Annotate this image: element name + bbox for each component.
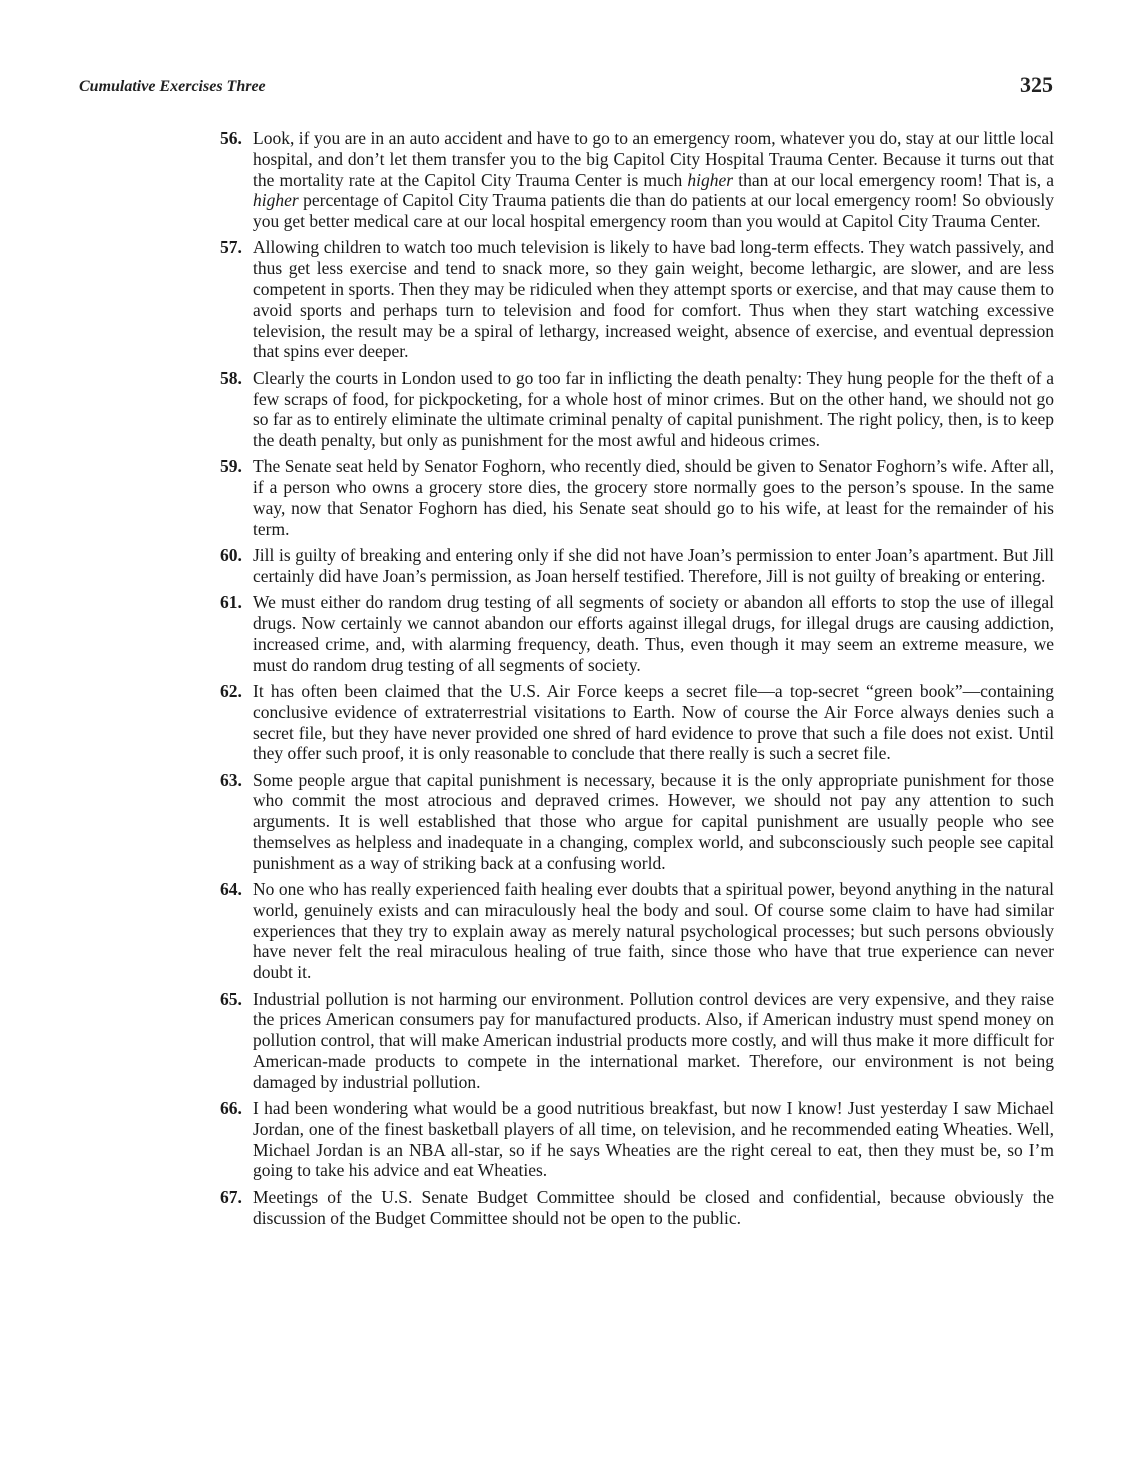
- exercise-text: The Senate seat held by Senator Foghorn, who recently died, should be given to Senator Foghorn’s wife. After all, if a person who owns a grocery store dies, the grocery store normally goes to the person’s spouse. In the same way, now that Senator Foghorn has died, his Senate seat should go to his wife, at least for the remainder of his term.: [253, 456, 1054, 539]
- exercise-text: No one who has really experienced faith healing ever doubts that a spiritual power, beyond anything in the natural world, genuinely exists and can miraculously heal the body and soul. Of course some claim to have had similar experiences that they try to explain away as merely natural psychological processes; but such persons obviously have never felt the real miraculous healing of true faith, since those who have that true experience can never doubt it.: [253, 879, 1054, 983]
- page-number: 325: [1020, 72, 1053, 97]
- exercise-item: [220, 592, 1054, 675]
- exercise-item: [220, 237, 1054, 362]
- exercise-number: 62.: [220, 680, 242, 701]
- exercise-number: 60.: [220, 545, 242, 566]
- exercise-item: [220, 456, 1054, 539]
- exercise-item: [220, 1187, 1054, 1229]
- exercise-number: 59.: [220, 456, 242, 477]
- exercise-item: [220, 989, 1054, 1093]
- exercise-item: [220, 681, 1054, 764]
- exercise-item: [220, 879, 1054, 983]
- exercise-number: 63.: [220, 769, 242, 790]
- exercise-text: Look, if you are in an auto accident and have to go to an emergency room, whatever you do, stay at our little local hospital, and don’t let them transfer you to the big Capitol City Hospital Trauma Center. Because it turns out that the mortality rate at the Capitol City Trauma Center is much higher than at our local emergency room! That is, a higher percentage of Capitol City Trauma patients die than do patients at our local emergency room! So obviously you get better medical care at our local hospital emergency room than you would at Capitol City Trauma Center.: [253, 128, 1055, 232]
- exercise-text: It has often been claimed that the U.S. Air Force keeps a secret file—a top-secret “green book”—containing conclusive evidence of extraterrestrial visitations to Earth. Now of course the Air Force always denies such a secret file, but they have never provided one shred of hard evidence to prove that such a file does not exist. Until they offer such proof, it is only reasonable to conclude that there really is such a secret file.: [253, 680, 1054, 764]
- emphasis: higher: [253, 190, 299, 211]
- exercise-text: Clearly the courts in London used to go too far in inflicting the death penalty: They hung people for the theft of a few scraps of food, for pickpocketing, for a whole host of minor crimes. But on the other hand, we should not go so far as to entirely eliminate the ultimate criminal penalty of capital punishment. The right policy, then, is to keep the death penalty, but only as punishment for the most awful and hideous crimes.: [253, 367, 1054, 451]
- exercise-item: [220, 128, 1054, 232]
- exercise-item: [220, 368, 1054, 451]
- exercise-number: 56.: [220, 128, 242, 148]
- exercise-text: Some people argue that capital punishment is necessary, because it is the only appropriate punishment for those who commit the most atrocious and depraved crimes. However, we should not pay any attention to such arguments. It is well established that those who argue for capital punishment are usually people who see themselves as helpless and inadequate in a changing, complex world, and subconsciously such people see capital punishment as a way of striking back at a confusing world.: [253, 769, 1054, 873]
- exercise-text: We must either do random drug testing of all segments of society or abandon all efforts to stop the use of illegal drugs. Now certainly we cannot abandon our efforts against illegal drugs, for illegal drugs are causing addiction, increased crime, and, with alarming frequency, death. Thus, even though it may seem an extreme measure, we must do random drug testing of all segments of society.: [253, 592, 1054, 675]
- running-head-title: Cumulative Exercises Three: [79, 78, 266, 95]
- exercise-text: Industrial pollution is not harming our environment. Pollution control devices are very expensive, and they raise the prices American consumers pay for manufactured products. Also, if American industry must spend money on pollution control, that will make American industrial products more costly, and will thus make it more difficult for American-made products to compete in the international market. Therefore, our environment is not being damaged by industrial pollution.: [253, 988, 1054, 1092]
- exercise-number: 61.: [220, 592, 242, 613]
- exercise-number: 58.: [220, 367, 242, 388]
- exercise-text: Allowing children to watch too much television is likely to have bad long-term effects. They watch passively, and thus get less exercise and tend to snack more, so they gain weight, become lethargic, are slower, and are less competent in sports. Then they may be ridiculed when they attempt sports or exercise, and that may cause them to avoid sports and perhaps turn to television and food for comfort. Thus when they start watching excessive television, the result may be a spiral of lethargy, increased weight, absence of exercise, and eventual depression that spins ever deeper.: [253, 237, 1054, 362]
- exercise-item: [220, 1098, 1054, 1181]
- exercise-text: Jill is guilty of breaking and entering only if she did not have Joan’s permission to enter Joan’s apartment. But Jill certainly did have Joan’s permission, as Joan herself testified. Therefore, Jill is not guilty of breaking or entering.: [253, 545, 1054, 586]
- exercise-number: 66.: [220, 1098, 242, 1119]
- exercise-number: 57.: [220, 237, 242, 258]
- exercise-item: [220, 545, 1054, 587]
- exercise-item: [220, 770, 1054, 874]
- exercise-number: 64.: [220, 879, 242, 900]
- exercise-text: Meetings of the U.S. Senate Budget Committee should be closed and confidential, because obviously the discussion of the Budget Committee should not be open to the public.: [253, 1186, 1054, 1228]
- exercise-list: [220, 128, 1054, 1234]
- exercise-text: I had been wondering what would be a good nutritious breakfast, but now I know! Just yesterday I saw Michael Jordan, one of the finest basketball players of all time, on television, and he recommended eating Wheaties. Well, Michael Jordan is an NBA all-star, so if he says Wheaties are the right cereal to eat, then they must be, so I’m going to take his advice and eat Wheaties.: [253, 1098, 1054, 1181]
- emphasis: higher: [687, 169, 734, 190]
- exercise-number: 67.: [220, 1186, 242, 1207]
- exercise-number: 65.: [220, 988, 242, 1009]
